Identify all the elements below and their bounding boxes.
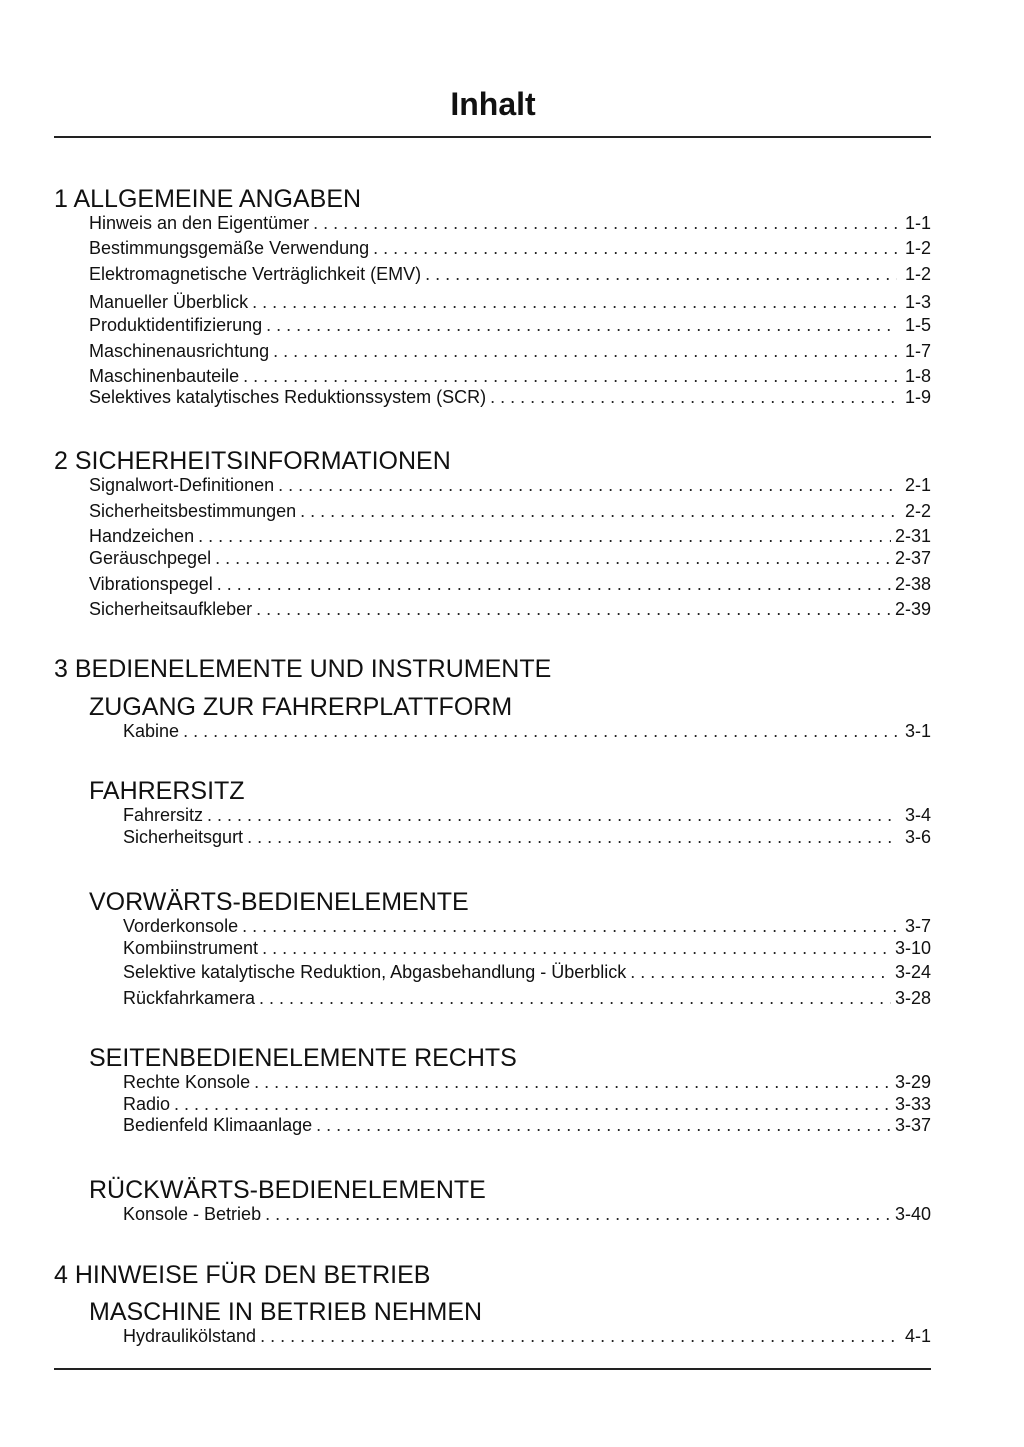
- dot-leader: [278, 474, 897, 496]
- dot-leader: [252, 291, 897, 313]
- toc-entry[interactable]: [89, 547, 931, 569]
- page-number: 1-2: [904, 238, 931, 258]
- toc-entry[interactable]: [123, 1071, 931, 1093]
- chapter-heading-4[interactable]: 4 HINWEISE FÜR DEN BETRIEB: [54, 1261, 431, 1289]
- toc-entry[interactable]: [123, 720, 931, 742]
- dot-leader: [266, 314, 897, 336]
- entry-title: Hinweis an den Eigentümer: [89, 213, 310, 233]
- dot-leader: [313, 212, 897, 234]
- entry-title: Handzeichen: [89, 526, 195, 546]
- toc-entry[interactable]: [123, 961, 931, 983]
- page-number: 1-2: [904, 264, 931, 284]
- entry-title: Sicherheitsgurt: [123, 827, 244, 847]
- entry-title: Rückfahrkamera: [123, 988, 256, 1008]
- page-number: 2-1: [904, 475, 931, 495]
- dot-leader: [265, 1203, 891, 1225]
- chapter-heading-3[interactable]: 3 BEDIENELEMENTE UND INSTRUMENTE: [54, 655, 552, 683]
- entry-title: Manueller Überblick: [89, 292, 249, 312]
- page-number: 4-1: [904, 1326, 931, 1346]
- page-number: 3-24: [894, 962, 931, 982]
- section-heading[interactable]: SEITENBEDIENELEMENTE RECHTS: [89, 1044, 517, 1072]
- page-number: 3-37: [894, 1115, 931, 1135]
- chapter-heading-2[interactable]: 2 SICHERHEITSINFORMATIONEN: [54, 447, 451, 475]
- dot-leader: [273, 340, 897, 362]
- page-number: 3-29: [894, 1072, 931, 1092]
- dot-leader: [215, 547, 891, 569]
- dot-leader: [630, 961, 891, 983]
- toc-entry[interactable]: [89, 291, 931, 313]
- toc-entry[interactable]: [123, 937, 931, 959]
- section-heading[interactable]: FAHRERSITZ: [89, 777, 245, 805]
- page-number: 3-40: [894, 1204, 931, 1224]
- chapter-heading-1[interactable]: 1 ALLGEMEINE ANGABEN: [54, 185, 362, 213]
- toc-entry[interactable]: [123, 1114, 931, 1136]
- section-heading[interactable]: ZUGANG ZUR FAHRERPLATTFORM: [89, 693, 513, 721]
- toc-entry[interactable]: [89, 525, 931, 547]
- toc-entry[interactable]: [89, 500, 931, 522]
- page-number: 2-31: [894, 526, 931, 546]
- toc-entry[interactable]: [123, 804, 931, 826]
- dot-leader: [316, 1114, 891, 1136]
- dot-leader: [256, 598, 891, 620]
- entry-title: Radio: [123, 1094, 171, 1114]
- dot-leader: [262, 937, 891, 959]
- dot-leader: [425, 263, 897, 285]
- toc-entry[interactable]: [89, 598, 931, 620]
- entry-title: Selektive katalytische Reduktion, Abgasbehandlung - Überblick: [123, 962, 627, 982]
- page-number: 3-4: [904, 805, 931, 825]
- toc-entry[interactable]: [89, 573, 931, 595]
- dot-leader: [373, 237, 897, 259]
- dot-leader: [260, 1325, 897, 1347]
- toc-entry[interactable]: [123, 1093, 931, 1115]
- page-number: 3-6: [904, 827, 931, 847]
- section-heading[interactable]: MASCHINE IN BETRIEB NEHMEN: [89, 1298, 483, 1326]
- page-number: 1-8: [904, 366, 931, 386]
- page-number: 3-1: [904, 721, 931, 741]
- entry-title: Vibrationspegel: [89, 574, 213, 594]
- entry-title: Geräuschpegel: [89, 548, 212, 568]
- toc-entry[interactable]: [123, 987, 931, 1009]
- entry-title: Selektives katalytisches Reduktionssystem (SCR): [89, 387, 487, 407]
- toc-entry[interactable]: [89, 237, 931, 259]
- page-number: 1-1: [904, 213, 931, 233]
- entry-title: Elektromagnetische Verträglichkeit (EMV): [89, 264, 422, 284]
- page-number: 2-38: [894, 574, 931, 594]
- entry-title: Sicherheitsaufkleber: [89, 599, 253, 619]
- toc-entry[interactable]: [89, 314, 931, 336]
- entry-title: Hydraulikölstand: [123, 1326, 257, 1346]
- toc-entry[interactable]: [89, 263, 931, 285]
- toc-entry[interactable]: [123, 1325, 931, 1347]
- entry-title: Rechte Konsole: [123, 1072, 251, 1092]
- top-divider: [54, 136, 931, 138]
- bottom-divider: [54, 1368, 931, 1370]
- page-number: 3-28: [894, 988, 931, 1008]
- toc-entry[interactable]: [89, 365, 931, 387]
- page-number: 2-37: [894, 548, 931, 568]
- toc-entry[interactable]: [123, 1203, 931, 1225]
- dot-leader: [243, 365, 897, 387]
- toc-entry[interactable]: [89, 212, 931, 234]
- section-heading[interactable]: RÜCKWÄRTS-BEDIENELEMENTE: [89, 1176, 486, 1204]
- section-heading[interactable]: VORWÄRTS-BEDIENELEMENTE: [89, 888, 469, 916]
- page-number: 2-2: [904, 501, 931, 521]
- toc-entry[interactable]: [89, 386, 931, 408]
- dot-leader: [242, 915, 897, 937]
- entry-title: Bestimmungsgemäße Verwendung: [89, 238, 370, 258]
- page-number: 1-9: [904, 387, 931, 407]
- page-number: 3-10: [894, 938, 931, 958]
- toc-entry[interactable]: [123, 826, 931, 848]
- dot-leader: [174, 1093, 891, 1115]
- dot-leader: [254, 1071, 891, 1093]
- dot-leader: [198, 525, 891, 547]
- entry-title: Konsole - Betrieb: [123, 1204, 262, 1224]
- dot-leader: [490, 386, 897, 408]
- toc-entry[interactable]: [89, 474, 931, 496]
- entry-title: Fahrersitz: [123, 805, 204, 825]
- entry-title: Maschinenausrichtung: [89, 341, 270, 361]
- entry-title: Kombiinstrument: [123, 938, 259, 958]
- entry-title: Sicherheitsbestimmungen: [89, 501, 297, 521]
- page-title: Inhalt: [450, 86, 536, 122]
- page-number: 3-33: [894, 1094, 931, 1114]
- dot-leader: [259, 987, 891, 1009]
- page-number: 1-3: [904, 292, 931, 312]
- page-number: 1-5: [904, 315, 931, 335]
- toc-entry[interactable]: [123, 915, 931, 937]
- page-number: 2-39: [894, 599, 931, 619]
- toc-entry[interactable]: [89, 340, 931, 362]
- dot-leader: [207, 804, 897, 826]
- entry-title: Vorderkonsole: [123, 916, 239, 936]
- entry-title: Signalwort-Definitionen: [89, 475, 275, 495]
- entry-title: Produktidentifizierung: [89, 315, 263, 335]
- page-number: 3-7: [904, 916, 931, 936]
- dot-leader: [300, 500, 897, 522]
- dot-leader: [217, 573, 891, 595]
- entry-title: Kabine: [123, 721, 180, 741]
- entry-title: Bedienfeld Klimaanlage: [123, 1115, 313, 1135]
- dot-leader: [183, 720, 897, 742]
- page-number: 1-7: [904, 341, 931, 361]
- entry-title: Maschinenbauteile: [89, 366, 240, 386]
- dot-leader: [247, 826, 897, 848]
